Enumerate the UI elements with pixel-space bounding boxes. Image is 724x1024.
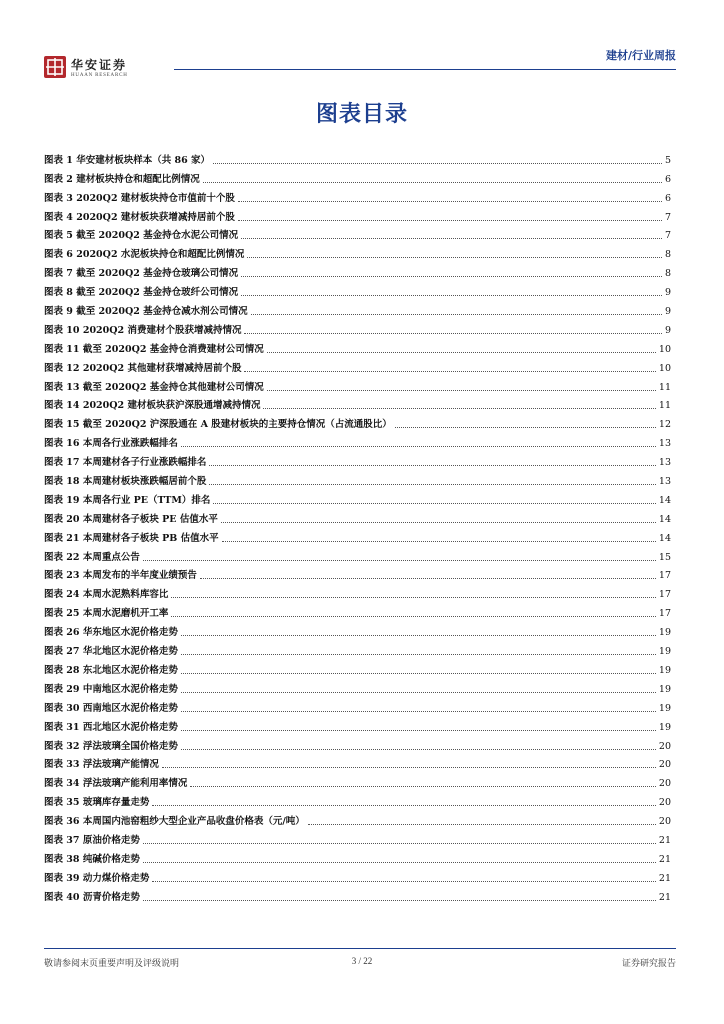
toc-entry[interactable] [44,450,671,469]
toc-entry-label[interactable]: 图表 10 2020Q2 消费建材个股获增减持情况 [44,324,242,336]
toc-entry-page[interactable]: 7 [664,211,671,223]
toc-dot-leader [238,201,662,202]
toc-entry-label[interactable]: 图表 5 截至 2020Q2 基金持仓水泥公司情况 [44,230,239,242]
toc-entry-page[interactable]: 14 [658,513,671,525]
toc-entry-label[interactable]: 图表 25 本周水泥磨机开工率 [44,608,169,620]
toc-entry-page[interactable]: 19 [658,702,671,714]
toc-entry[interactable] [44,885,671,904]
toc-dot-leader [203,182,662,183]
toc-entry-page[interactable]: 14 [658,532,671,544]
toc-entry-label[interactable]: 图表 27 华北地区水泥价格走势 [44,646,178,658]
toc-dot-leader [251,314,662,315]
toc-dot-leader [181,749,656,750]
toc-entry-page[interactable]: 13 [658,457,671,469]
toc-entry-label[interactable]: 图表 32 浮法玻璃全国价格走势 [44,740,178,752]
toc-entry-page[interactable]: 20 [658,816,671,828]
toc-dot-leader [181,692,656,693]
page-number: 3 / 22 [351,956,373,966]
toc-entry-label[interactable]: 图表 18 本周建材板块涨跌幅居前个股 [44,476,207,488]
toc-entry-label[interactable]: 图表 22 本周重点公告 [44,551,140,563]
toc-entry[interactable] [44,677,671,696]
toc-entry-page[interactable]: 21 [658,853,671,865]
toc-dot-leader [209,484,656,485]
toc-entry-label[interactable]: 图表 13 截至 2020Q2 基金持仓其他建材公司情况 [44,381,264,393]
toc-entry-label[interactable]: 图表 33 浮法玻璃产能情况 [44,759,159,771]
toc-entry-label[interactable]: 图表 11 截至 2020Q2 基金持仓消费建材公司情况 [44,343,264,355]
toc-entry-page[interactable]: 17 [658,589,671,601]
toc-entry[interactable] [44,431,671,450]
toc-dot-leader [190,786,656,787]
toc-entry-label[interactable]: 图表 9 截至 2020Q2 基金持仓减水剂公司情况 [44,306,248,318]
toc-dot-leader [221,522,656,523]
toc-entry-label[interactable]: 图表 12 2020Q2 其他建材获增减持居前个股 [44,362,242,374]
toc-entry-label[interactable]: 图表 39 动力煤价格走势 [44,872,150,884]
footer-divider [44,948,676,949]
toc-entry-page[interactable]: 20 [658,778,671,790]
toc-entry-page[interactable]: 19 [658,646,671,658]
toc-dot-leader [143,900,656,901]
toc-entry[interactable] [44,356,671,375]
toc-entry-page[interactable]: 19 [658,721,671,733]
toc-entry[interactable] [44,809,671,828]
toc-entry-page[interactable]: 8 [664,249,671,261]
toc-dot-leader [244,333,661,334]
toc-dot-leader [244,371,655,372]
toc-entry-label[interactable]: 图表 36 本周国内池窑粗纱大型企业产品收盘价格表（元/吨） [44,816,305,828]
brand-name-en: HUAAN RESEARCH [71,73,128,78]
toc-entry-page[interactable]: 9 [664,287,671,299]
toc-entry[interactable] [44,790,671,809]
toc-entry-label[interactable]: 图表 35 玻璃库存量走势 [44,797,150,809]
toc-entry[interactable] [44,242,671,261]
toc-entry[interactable] [44,299,671,318]
toc-entry[interactable] [44,715,671,734]
toc-entry-page[interactable]: 21 [658,872,671,884]
toc-entry[interactable] [44,582,671,601]
toc-dot-leader [267,352,656,353]
toc-entry[interactable] [44,186,671,205]
toc-entry-page[interactable]: 21 [658,834,671,846]
toc-entry-label[interactable]: 图表 31 西北地区水泥价格走势 [44,721,178,733]
toc-entry-page[interactable]: 13 [658,476,671,488]
toc-entry[interactable] [44,318,671,337]
toc-entry-page[interactable]: 13 [658,438,671,450]
header-divider [174,69,676,70]
toc-entry-label[interactable]: 图表 14 2020Q2 建材板块获沪深股通增减持情况 [44,400,261,412]
toc-entry-label[interactable]: 图表 38 纯碱价格走势 [44,853,140,865]
toc-entry[interactable] [44,696,671,715]
toc-entry-page[interactable]: 17 [658,608,671,620]
toc-entry[interactable] [44,620,671,639]
toc-entry-page[interactable]: 20 [658,759,671,771]
toc-entry-page[interactable]: 9 [664,324,671,336]
page-title: 图表目录 [315,102,408,127]
huaan-logo-icon [44,56,66,78]
toc-entry-label[interactable]: 图表 17 本周建材各子行业涨跌幅排名 [44,457,207,469]
toc-entry-page[interactable]: 6 [664,192,671,204]
toc-entry-label[interactable]: 图表 34 浮法玻璃产能利用率情况 [44,778,188,790]
toc-dot-leader [213,503,656,504]
toc-dot-leader [238,220,662,221]
toc-entry-label[interactable]: 图表 4 2020Q2 建材板块获增减持居前个股 [44,211,235,223]
toc-dot-leader [213,163,662,164]
toc-entry[interactable] [44,148,671,167]
toc-entry[interactable] [44,488,671,507]
toc-entry[interactable] [44,866,671,885]
table-of-figures [44,148,671,904]
toc-entry[interactable] [44,261,671,280]
toc-dot-leader [181,673,656,674]
toc-entry[interactable] [44,847,671,866]
toc-entry-label[interactable]: 图表 20 本周建材各子板块 PE 估值水平 [44,513,218,525]
toc-dot-leader [247,257,662,258]
toc-entry[interactable] [44,412,671,431]
toc-entry-page[interactable]: 20 [658,797,671,809]
toc-dot-leader [209,465,656,466]
toc-entry[interactable] [44,526,671,545]
toc-entry-page[interactable]: 5 [664,154,671,166]
toc-entry-page[interactable]: 6 [664,173,671,185]
toc-entry-page[interactable]: 10 [658,343,671,355]
toc-entry-page[interactable]: 12 [658,419,671,431]
footer-disclaimer: 敬请参阅末页重要声明及评级说明 [44,959,180,969]
toc-entry-label[interactable]: 图表 26 华东地区水泥价格走势 [44,627,178,639]
toc-dot-leader [181,635,656,636]
brand-name: 华安证券 [71,58,128,72]
toc-entry[interactable] [44,337,671,356]
toc-entry-label[interactable]: 图表 15 截至 2020Q2 沪深股通在 A 股建材板块的主要持仓情况（占流通股比） [44,419,392,431]
toc-dot-leader [181,654,656,655]
toc-entry-label[interactable]: 图表 21 本周建材各子板块 PB 估值水平 [44,532,219,544]
toc-entry[interactable] [44,658,671,677]
toc-dot-leader [241,295,662,296]
toc-dot-leader [267,390,656,391]
toc-entry-label[interactable]: 图表 30 西南地区水泥价格走势 [44,702,178,714]
page-header [44,44,676,84]
toc-entry[interactable] [44,205,671,224]
toc-dot-leader [143,560,656,561]
toc-dot-leader [143,862,656,863]
toc-entry-page[interactable]: 11 [658,381,671,393]
toc-entry[interactable] [44,601,671,620]
toc-dot-leader [162,767,656,768]
toc-entry[interactable] [44,753,671,772]
toc-dot-leader [152,805,656,806]
toc-entry-page[interactable]: 20 [658,740,671,752]
toc-entry[interactable] [44,469,671,488]
toc-dot-leader [241,276,662,277]
toc-entry[interactable] [44,734,671,753]
toc-entry-page[interactable]: 7 [664,230,671,242]
report-type: 建材/行业周报 [605,49,676,62]
toc-entry[interactable] [44,771,671,790]
toc-entry-label[interactable]: 图表 1 华安建材板块样本（共 86 家） [44,154,211,166]
toc-entry-label[interactable]: 图表 8 截至 2020Q2 基金持仓玻纤公司情况 [44,287,239,299]
toc-entry-label[interactable]: 图表 7 截至 2020Q2 基金持仓玻璃公司情况 [44,268,239,280]
toc-entry-label[interactable]: 图表 19 本周各行业 PE（TTM）排名 [44,494,211,506]
toc-entry-page[interactable]: 19 [658,627,671,639]
toc-dot-leader [171,597,656,598]
toc-entry-page[interactable]: 15 [658,551,671,563]
toc-dot-leader [395,427,656,428]
toc-entry[interactable] [44,394,671,413]
toc-entry-page[interactable]: 10 [658,362,671,374]
toc-entry-page[interactable]: 19 [658,664,671,676]
toc-dot-leader [143,843,656,844]
toc-entry-label[interactable]: 图表 24 本周水泥熟料库容比 [44,589,169,601]
toc-entry[interactable] [44,375,671,394]
toc-entry[interactable] [44,224,671,243]
toc-dot-leader [263,408,655,409]
toc-dot-leader [241,238,662,239]
toc-entry-page[interactable]: 19 [658,683,671,695]
toc-entry[interactable] [44,545,671,564]
toc-entry-label[interactable]: 图表 23 本周发布的半年度业绩预告 [44,570,197,582]
toc-entry[interactable] [44,167,671,186]
toc-entry-page[interactable]: 21 [658,891,671,903]
toc-entry[interactable] [44,280,671,299]
toc-entry-label[interactable]: 图表 40 沥青价格走势 [44,891,140,903]
toc-dot-leader [200,578,656,579]
footer-doc-type: 证券研究报告 [621,959,676,969]
toc-entry-label[interactable]: 图表 3 2020Q2 建材板块持仓市值前十个股 [44,192,235,204]
toc-entry-page[interactable]: 9 [664,306,671,318]
toc-entry-label[interactable]: 图表 16 本周各行业涨跌幅排名 [44,438,178,450]
toc-dot-leader [308,824,656,825]
toc-dot-leader [181,730,656,731]
toc-entry-page[interactable]: 17 [658,570,671,582]
toc-dot-leader [152,881,656,882]
toc-entry-page[interactable]: 8 [664,268,671,280]
toc-entry[interactable] [44,828,671,847]
toc-entry-page[interactable]: 11 [658,400,671,412]
toc-entry-label[interactable]: 图表 37 原油价格走势 [44,834,140,846]
toc-entry[interactable] [44,639,671,658]
toc-entry-page[interactable]: 14 [658,494,671,506]
toc-entry[interactable] [44,507,671,526]
toc-dot-leader [181,446,656,447]
toc-entry-label[interactable]: 图表 28 东北地区水泥价格走势 [44,664,178,676]
toc-entry-label[interactable]: 图表 29 中南地区水泥价格走势 [44,683,178,695]
toc-dot-leader [171,616,656,617]
toc-dot-leader [181,711,656,712]
toc-entry-label[interactable]: 图表 2 建材板块持仓和超配比例情况 [44,173,200,185]
toc-entry[interactable] [44,564,671,583]
toc-dot-leader [222,541,656,542]
toc-entry-label[interactable]: 图表 6 2020Q2 水泥板块持仓和超配比例情况 [44,249,245,261]
